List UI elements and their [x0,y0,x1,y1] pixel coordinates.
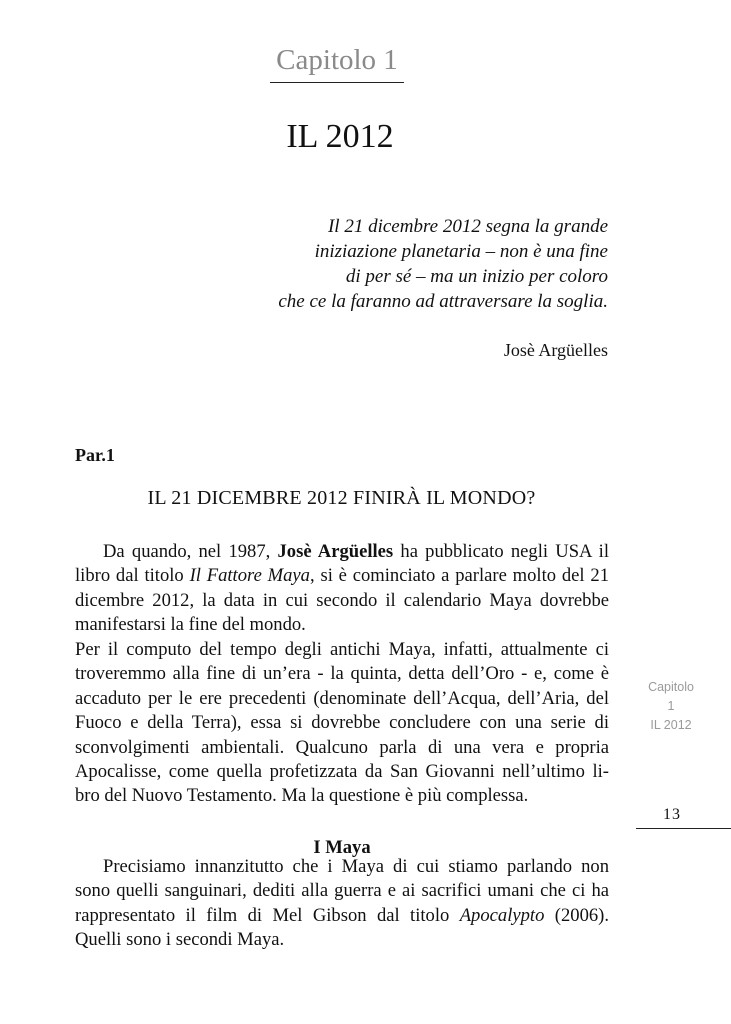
text-run: ha pubblicato negli USA il [393,541,609,562]
text-line: Fuoco e della Terra), essa si dovrebbe concludere con una serie di [75,712,609,734]
margin-note-line: 1 [667,699,675,713]
chapter-title: IL 2012 [286,118,394,155]
epigraph-line: iniziazione planetaria – non è una fine [314,241,608,262]
body-paragraph-1 [75,540,609,638]
page-number: 13 [663,806,681,823]
epigraph [250,214,608,314]
margin-note-line: IL 2012 [650,718,692,732]
chapter-label: Capitolo 1 [276,44,398,76]
body-paragraph-2 [75,638,609,809]
margin-note-line: Capitolo [648,680,694,694]
text-line: Per il computo del tempo degli antichi Maya, infatti, attualmente ci [75,639,609,660]
text-run: libro dal titolo [75,565,190,587]
text-line: sono quelli sanguinari, dediti alla guerra e ai sacrifici umani che ci ha [75,880,609,902]
text-line: troveremmo alla fine di un’era - la quinta, detta dell’Oro - e, come è [75,663,609,685]
text-line: Quelli sono i secondi Maya. [75,929,285,951]
text-run: rappresentato il film di Mel Gibson dal titolo [75,904,460,926]
body-paragraph-3 [75,855,609,953]
text-line [75,564,609,588]
paragraph-label: Par.1 [75,445,115,465]
margin-chapter-note [636,678,706,735]
epigraph-line: che ce la faranno ad attraversare la soglia. [278,291,608,312]
text-line [75,540,609,564]
film-title: Apocalypto [459,904,545,926]
author-name: Josè Argüelles [277,541,394,562]
section-title: IL 21 DICEMBRE 2012 FINIRÀ IL MONDO? [147,487,536,509]
epigraph-line: Il 21 dicembre 2012 segna la grande [327,216,608,237]
subsection-title: I Maya [313,837,371,858]
text-run: (2006). [544,904,610,926]
chapter-rule [270,82,404,83]
epigraph-author: Josè Argüelles [503,340,608,360]
text-line: dicembre 2012, la data in cui secondo il calendario Maya dovrebbe [75,589,609,611]
epigraph-line: di per sé – ma un inizio per coloro [345,266,608,287]
text-line: sconvolgimenti ambientali. Qualcuno parla di una vera e propria [75,736,609,758]
text-line: manifestarsi la fine del mondo. [75,614,306,636]
text-line: Precisiamo innanzitutto che i Maya di cui stiamo parlando non [103,856,609,877]
text-run: , si è cominciato a parlare molto del 21 [309,565,610,587]
text-line [75,904,609,928]
page-number-rule [636,828,731,829]
text-line: accaduto per le ere precedenti (denominate dell’Acqua, dell’Aria, del [75,687,609,709]
text-run: Da quando, nel 1987, [103,541,278,562]
text-line: bro del Nuovo Testamento. Ma la questione è più complessa. [75,785,529,807]
book-title: Il Fattore Maya [189,565,310,587]
text-line: Apocalisse, come quella profetizzata da San Giovanni nell’ultimo li- [75,761,609,783]
